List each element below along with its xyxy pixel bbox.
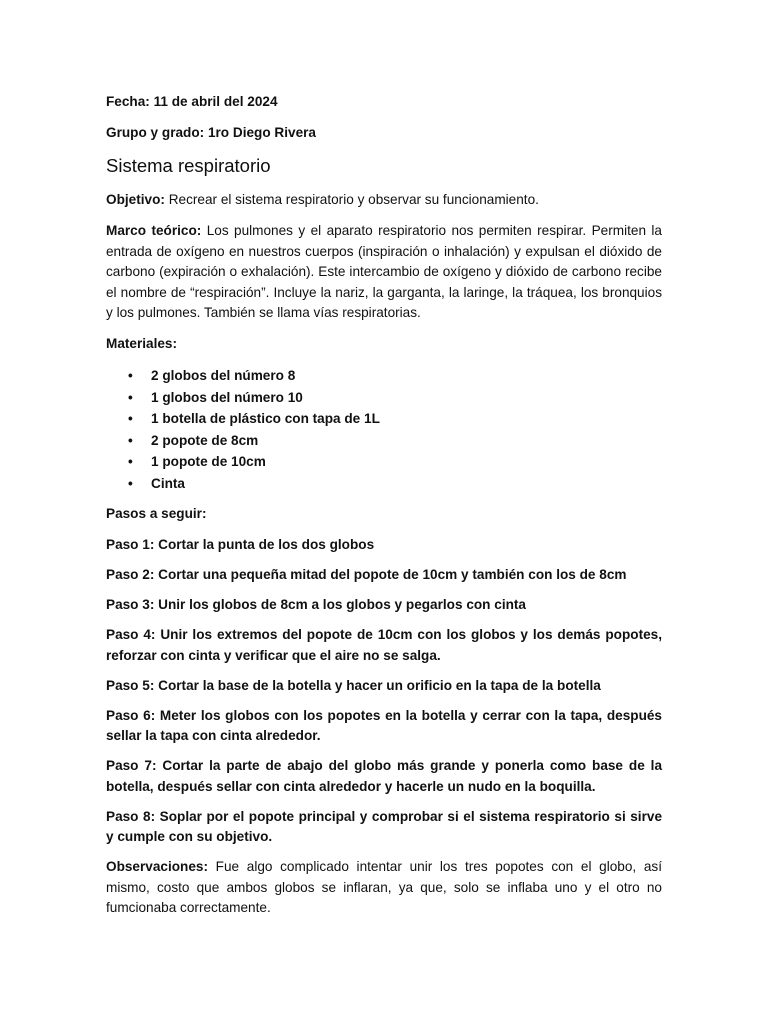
materiales-heading: Materiales: <box>106 336 178 351</box>
paso-7: Paso 7: Cortar la parte de abajo del globo más grande y ponerla como base de la botella, después sellar con cinta alrededor y hacerle un nudo en la boquilla. <box>106 758 662 794</box>
materiales-list <box>106 365 662 494</box>
paso-8: Paso 8: Soplar por el popote principal y comprobar si el sistema respiratorio si sirve y cumple con su objetivo. <box>106 808 662 844</box>
list-item: • 1 globos del número 10 <box>106 387 662 409</box>
list-item: • 2 globos del número 8 <box>106 365 662 387</box>
fecha-line: Fecha: 11 de abril del 2024 <box>106 94 278 109</box>
list-item: • 2 popote de 8cm <box>106 430 662 452</box>
list-item: • Cinta <box>106 473 662 495</box>
pasos-heading: Pasos a seguir: <box>106 506 207 521</box>
marco-teorico-paragraph <box>106 221 662 324</box>
paso-6: Paso 6: Meter los globos con los popotes en la botella y cerrar con la tapa, después sellar la tapa con cinta alrededor. <box>106 707 662 743</box>
observaciones-text: Fue algo complicado intentar unir los tres popotes con el globo, así mismo, costo que ambos globos se inflaran, ya que, solo se inflaba uno y el otro no fumcionaba correctamente. <box>106 859 662 915</box>
observaciones-label: Observaciones: <box>106 859 208 874</box>
paso-4: Paso 4: Unir los extremos del popote de 10cm con los globos y los demás popotes, reforzar con cinta y verificar que el aire no se salga. <box>106 627 662 663</box>
paso-1: Paso 1: Cortar la punta de los dos globos <box>106 537 375 552</box>
objetivo-text: Recrear el sistema respiratorio y observar su funcionamiento. <box>164 192 539 207</box>
paso-3: Paso 3: Unir los globos de 8cm a los globos y pegarlos con cinta <box>106 597 526 612</box>
list-item: • 1 popote de 10cm <box>106 451 662 473</box>
objetivo-label: Objetivo: <box>106 192 165 207</box>
marco-teorico-label: Marco teórico: <box>106 223 202 238</box>
paso-2: Paso 2: Cortar una pequeña mitad del popote de 10cm y también con los de 8cm <box>106 567 627 582</box>
list-item: • 1 botella de plástico con tapa de 1L <box>106 408 662 430</box>
observaciones-paragraph <box>106 857 662 919</box>
grupo-line: Grupo y grado: 1ro Diego Rivera <box>106 125 316 140</box>
marco-teorico-text: Los pulmones y el aparato respiratorio nos permiten respirar. Permiten la entrada de oxígeno en nuestros cuerpos (inspiración o inhalación) y expulsan el dióxido de carbono (expiración o exhalación). Este intercambio de oxígeno y dióxido de carbono recibe el nombre de “respiración”. Incluye la nariz, la garganta, la laringe, la tráquea, los bronquios y los pulmones. También se llama vías respiratorias. <box>106 223 662 320</box>
objetivo-paragraph <box>106 190 662 211</box>
paso-5: Paso 5: Cortar la base de la botella y hacer un orificio en la tapa de la botella <box>106 677 601 693</box>
page-title: Sistema respiratorio <box>106 155 271 176</box>
